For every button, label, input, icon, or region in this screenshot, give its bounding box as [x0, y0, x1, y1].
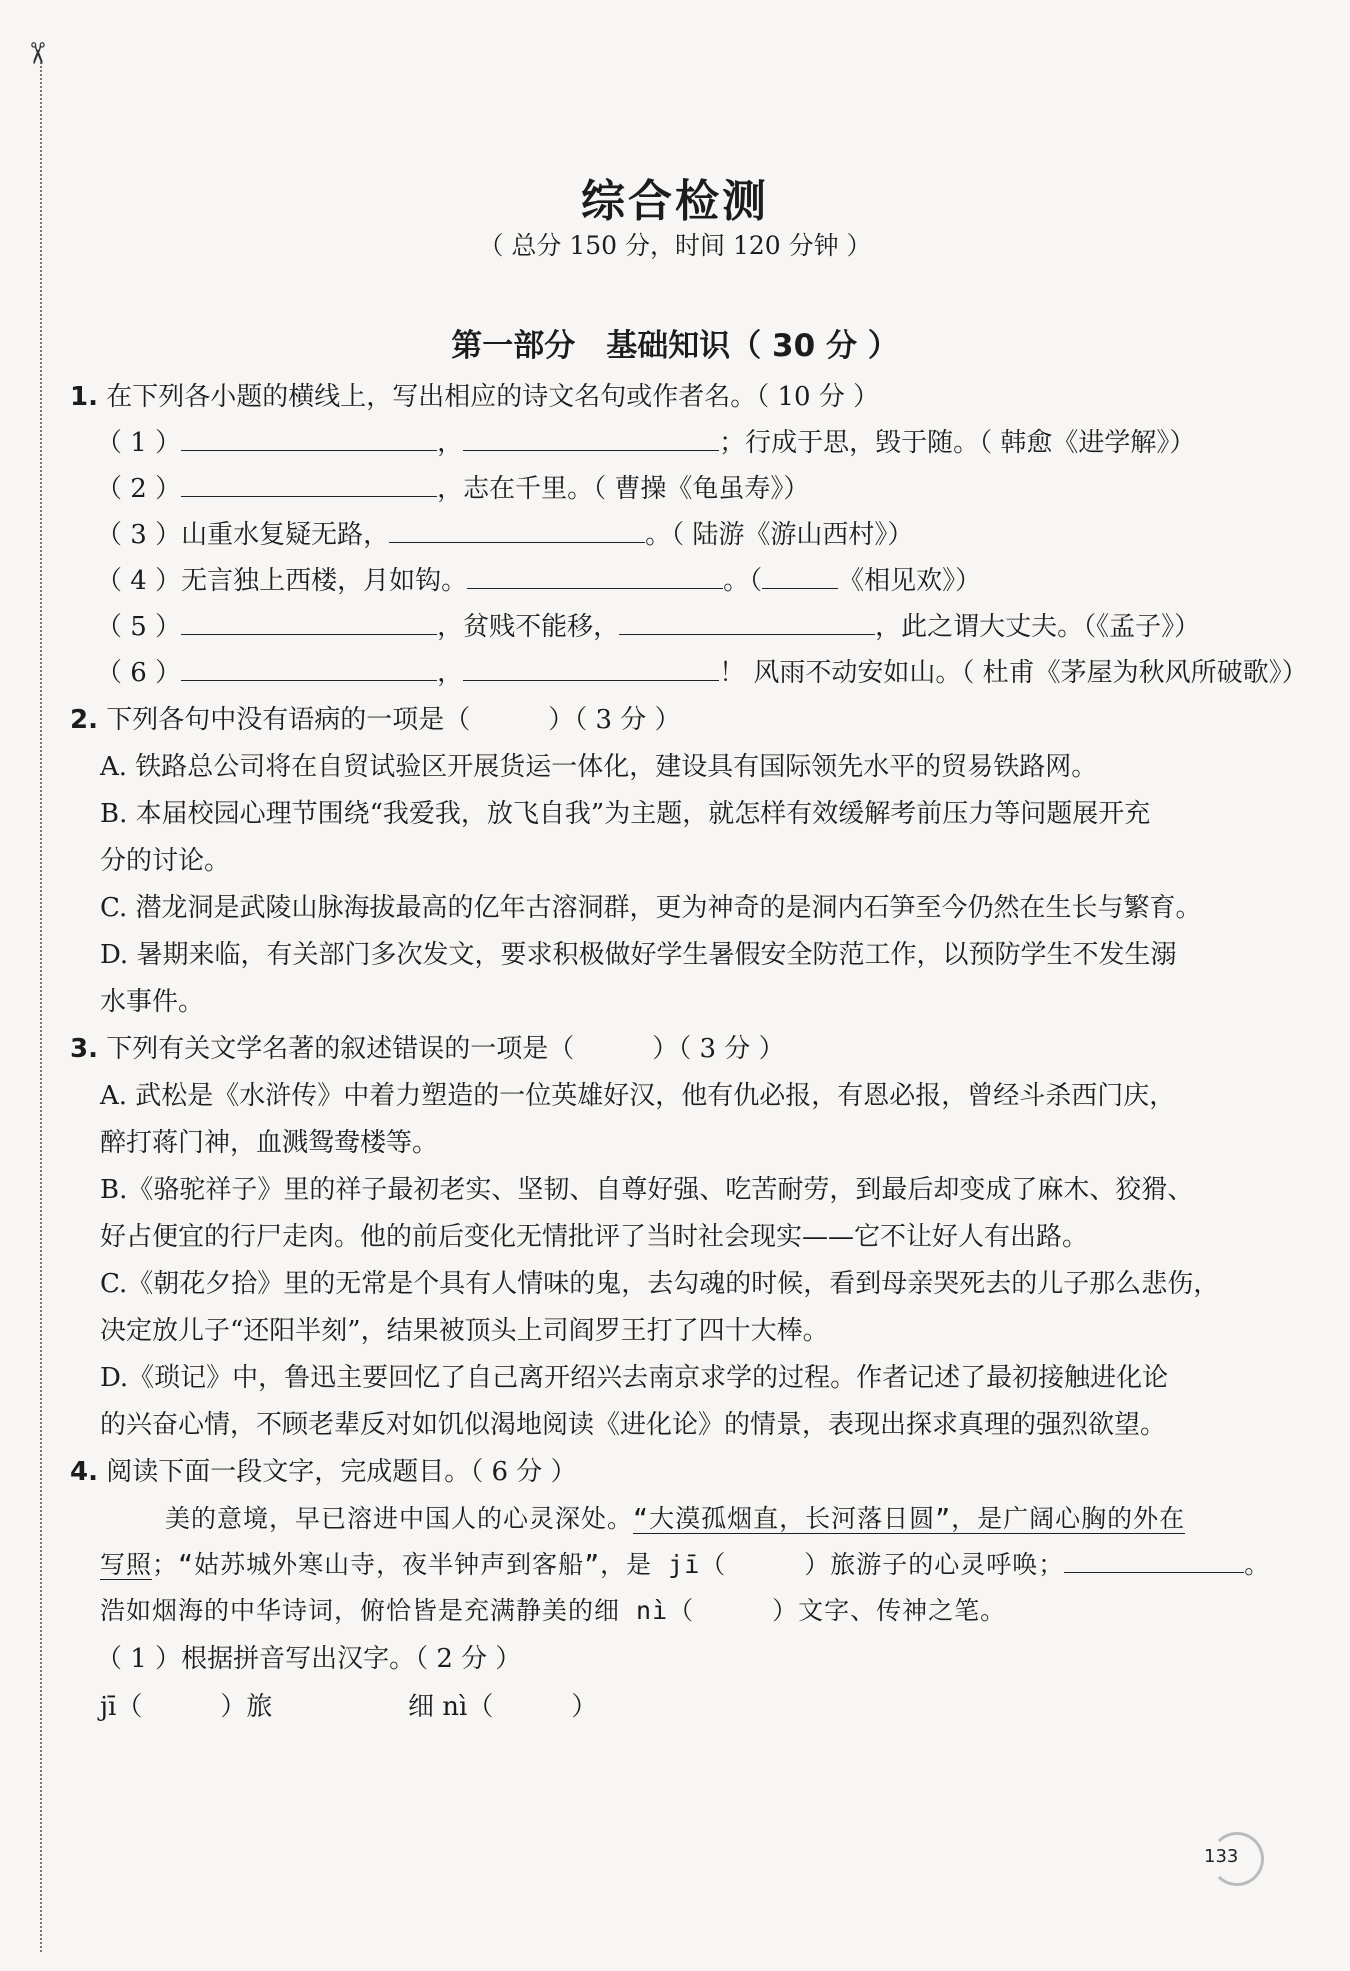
passage-line-1: 美的意境，早已溶进中国人的心灵深处。“大漠孤烟直，长河落日圆”，是广阔心胸的外在 [165, 1504, 1186, 1533]
q1-item-6: （ 6 ） ， ！ 风雨不动安如山。（ 杜甫《茅屋为秋风所破歌》） [96, 658, 1308, 688]
question-1-stem: 1. 在下列各小题的横线上，写出相应的诗文名句或作者名。（ 10 分 ） [70, 382, 880, 412]
q1-item-5: （ 5 ） ，贫贱不能移， ，此之谓大丈夫。（《孟子》） [96, 612, 1201, 642]
answer-blank[interactable] [762, 564, 838, 589]
question-4-stem: 4. 阅读下面一段文字，完成题目。（ 6 分 ） [70, 1457, 577, 1487]
passage-line-3: 浩如烟海的中华诗词，俯恰皆是充满静美的细 nì（ ）文字、传神之笔。 [100, 1596, 1007, 1625]
q2-option-b-cont: 分的讨论。 [100, 846, 231, 876]
q3-option-c-cont: 决定放儿子“还阳半刻”，结果被顶头上司阎罗王打了四十大棒。 [100, 1316, 829, 1346]
q2-option-a[interactable]: A. 铁路总公司将在自贸试验区开展货运一体化，建设具有国际领先水平的贸易铁路网。 [100, 752, 1098, 782]
answer-blank[interactable] [181, 472, 437, 497]
answer-blank[interactable] [181, 656, 437, 681]
scissors-icon: ✂ [19, 40, 55, 67]
q3-option-b[interactable]: B.《骆驼祥子》里的祥子最初老实、坚韧、自尊好强、吃苦耐劳，到最后却变成了麻木、狡猾、 [100, 1175, 1194, 1205]
q3-option-a-cont: 醉打蒋门神，血溅鸳鸯楼等。 [100, 1128, 439, 1158]
page-number: 133 [1204, 1846, 1239, 1867]
q3-option-a[interactable]: A. 武松是《水浒传》中着力塑造的一位英雄好汉，他有仇必报，有恩必报，曾经斗杀西门庆， [100, 1081, 1176, 1111]
answer-blank[interactable] [181, 610, 437, 635]
q1-item-4: （ 4 ）无言独上西楼，月如钩。 。（ 《相见欢》） [96, 566, 982, 596]
q2-option-b[interactable]: B. 本届校园心理节围绕“我爱我，放飞自我”为主题，就怎样有效缓解考前压力等问题展开充 [100, 799, 1151, 829]
underlined-quote: “大漠孤烟直，长河落日圆”，是广阔心胸的外在 [633, 1504, 1186, 1533]
q1-item-2: （ 2 ） ，志在千里。（ 曹操《龟虽寿》） [96, 474, 810, 504]
q1-item-1: （ 1 ） ， ；行成于思，毁于随。（ 韩愈《进学解》） [96, 428, 1196, 458]
answer-blank[interactable] [619, 610, 875, 635]
answer-blank[interactable] [389, 518, 645, 543]
q4-sub-1: （ 1 ）根据拼音写出汉字。（ 2 分 ） [96, 1644, 522, 1674]
q2-option-d[interactable]: D. 暑期来临，有关部门多次发文，要求积极做好学生暑假安全防范工作，以预防学生不发生溺 [100, 940, 1177, 970]
answer-blank[interactable] [467, 564, 723, 589]
pinyin-blank-1[interactable]: jī（ ）旅 [100, 1692, 273, 1722]
underlined-quote-end: 写照 [100, 1550, 153, 1579]
q3-option-d-cont: 的兴奋心情，不顾老辈反对如饥似渴地阅读《进化论》的情景，表现出探求真理的强烈欲望。 [100, 1410, 1167, 1440]
q3-option-d[interactable]: D.《琐记》中，鲁迅主要回忆了自己离开绍兴去南京求学的过程。作者记述了最初接触进化论 [100, 1363, 1169, 1393]
answer-blank[interactable] [463, 656, 719, 681]
answer-blank[interactable] [181, 426, 437, 451]
page-subtitle: （ 总分 150 分，时间 120 分钟 ） [478, 231, 872, 260]
q3-option-b-cont: 好占便宜的行尸走肉。他的前后变化无情批评了当时社会现实——它不让好人有出路。 [100, 1222, 1089, 1252]
q2-option-c[interactable]: C. 潜龙洞是武陵山脉海拔最高的亿年古溶洞群，更为神奇的是洞内石笋至今仍然在生长与繁育。 [100, 893, 1202, 923]
page-title: 综合检测 [581, 176, 769, 227]
section-heading: 第一部分 基础知识（ 30 分 ） [451, 328, 899, 364]
q2-option-d-cont: 水事件。 [100, 987, 205, 1017]
q3-option-c[interactable]: C.《朝花夕拾》里的无常是个具有人情味的鬼，去勾魂的时候，看到母亲哭死去的儿子那么悲伤， [100, 1269, 1220, 1299]
question-2-stem: 2. 下列各句中没有语病的一项是（ ）（ 3 分 ） [70, 705, 681, 735]
q1-item-3: （ 3 ）山重水复疑无路， 。（ 陆游《游山西村》） [96, 520, 914, 550]
answer-blank[interactable] [1064, 1548, 1244, 1573]
page-number-badge [1200, 1832, 1260, 1882]
pinyin-blank-2[interactable]: 细 nì（ ） [408, 1692, 598, 1722]
question-3-stem: 3. 下列有关文学名著的叙述错误的一项是（ ）（ 3 分 ） [70, 1034, 785, 1064]
passage-line-2: 写照；“姑苏城外寒山寺，夜半钟声到客船”，是 jī（ ）旅游子的心灵呼唤； 。 [100, 1550, 1271, 1579]
answer-blank[interactable] [463, 426, 719, 451]
